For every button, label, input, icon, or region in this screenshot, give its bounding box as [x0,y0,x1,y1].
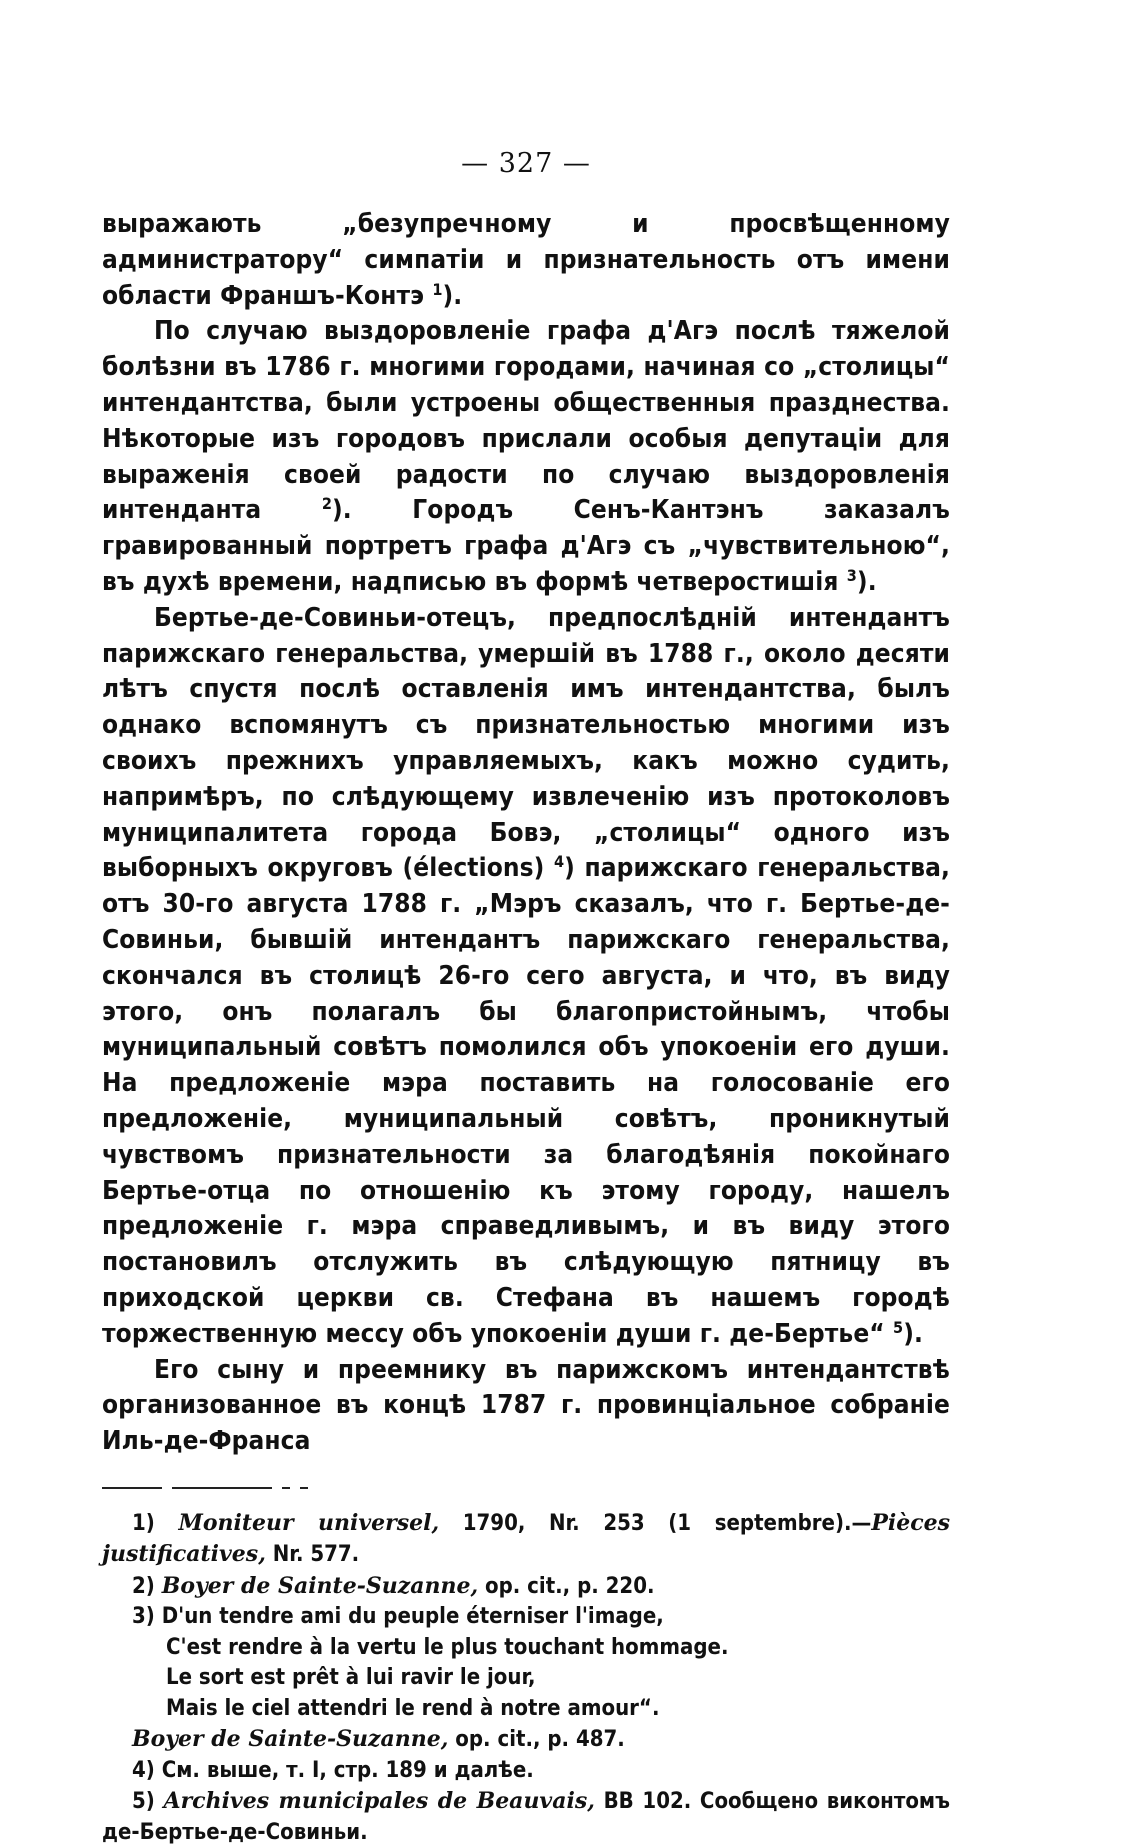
footnote-divider [102,1486,950,1490]
footnote-mark: 2) [132,1573,155,1599]
paragraph-1-text: выражають „безупречному и просвѣщенному администратору“ симпатіи и признательность отъ имени области Франшъ-Контэ [102,209,950,311]
footnote-source-title: Archives municipales de Beauvais, [163,1788,595,1815]
verse-block [166,1633,950,1725]
verse-line: D'un tendre ami du peuple éterniser l'image, [161,1604,664,1630]
footnote-text: Nr. 577. [265,1542,360,1568]
footnote-mark: 5) [132,1789,155,1815]
verse-line: C'est rendre à la vertu le plus touchant hommage. [166,1634,729,1660]
footnote-source-title: Moniteur universel, [178,1509,440,1536]
footnote-mark: 3) [132,1604,155,1630]
paragraph-4-text: Его сыну и преемнику въ парижскомъ интендантствѣ организованное въ концѣ 1787 г. провинціальное собраніе Иль-де-Франса [102,1354,950,1457]
divider-segment [172,1487,272,1489]
page-content [102,148,950,1848]
footnote-text: BB 102. Сообщено виконтомъ де-Бертье-де-Совиньи. [102,1789,950,1845]
footnote-mark: 4) [132,1757,155,1783]
footnote-4 [102,1756,950,1787]
verse-source [132,1724,950,1756]
footnote-ref-1: 1 [432,279,443,299]
verse-line: Mais le ciel attendri le rend à notre amour“. [166,1695,660,1721]
divider-segment [102,1487,162,1489]
paragraph-3-text: Бертье-де-Совиньи-отецъ, предпослѣдній интендантъ парижскаго генеральства, умершій въ 1788 г., около десяти лѣтъ спустя послѣ оставленія имъ интендантства, былъ однако вспомянутъ съ признательностью многими изъ своихъ прежнихъ управляемыхъ, какъ можно судить, напримѣръ, по слѣдующему извлеченію изъ протоколовъ муниципалитета города Бовэ, „столицы“ одного изъ выборныхъ округовъ (élections) [102,602,950,884]
paragraph-3-tail: ). [903,1318,923,1349]
paragraph-2 [102,314,950,600]
page-number: — 327 — [461,148,591,179]
footnote-text: 1790, Nr. 253 (1 septembre).— [439,1510,872,1536]
paragraph-2-mid: ). Городъ Сенъ-Кантэнъ заказалъ гравированный портретъ графа д'Агэ съ „чувствительною“, въ духѣ времени, надписью въ формѣ четверостишія [102,495,950,597]
footnote-ref-2: 2 [321,494,332,514]
divider-segment [282,1487,290,1489]
paragraph-4 [102,1353,950,1460]
paragraph-3-mid: ) парижскаго генеральства, отъ 30-го августа 1788 г. „Мэръ сказалъ, что г. Бертье-де-Совиньи, бывшій интендантъ парижскаго генеральства, скончался въ столицѣ 26-го сего августа, и что, въ виду этого, онъ полагалъ бы благопристойнымъ, чтобы муниципальный совѣтъ помолился объ упокоеніи его души. На предложеніе мэра поставить на голосованіе его предложеніе, муниципальный совѣтъ, проникнутый чувствомъ признательности за благодѣянія покойнаго Бертье-отца по отношенію къ этому городу, нашелъ предложеніе г. мэра справедливымъ, и въ виду этого постановилъ отслужить въ слѣдующую пятницу въ приходской церкви св. Стефана въ нашемъ городѣ торжественную мессу объ упокоеніи души г. де-Бертье“ [102,853,950,1349]
footnotes [102,1508,950,1848]
paragraph-2-text: По случаю выздоровленіе графа д'Агэ послѣ тяжелой болѣзни въ 1786 г. многими городами, начиная со „столицы“ интендантства, были устроены общественныя празднества. Нѣкоторые изъ городовъ прислали особыя депутаціи для выраженія своей радости по случаю выздоровленія интенданта [102,316,950,526]
footnote-5 [102,1786,950,1848]
footnote-text: op. cit., p. 487. [448,1727,625,1753]
footnote-ref-4: 4 [553,852,565,872]
footnote-ref-3: 3 [846,566,857,586]
verse-line: Le sort est prêt à lui ravir le jour, [166,1665,536,1691]
footnote-source-title: Pièces justificatives, [102,1509,951,1568]
footnote-source-title: Boyer de Sainte-Suzanne, [132,1726,449,1753]
footnote-mark: 1) [132,1510,155,1536]
paragraph-3 [102,601,950,1353]
footnote-text: op. cit., p. 220. [478,1573,655,1599]
footnote-3 [102,1602,950,1633]
footnote-text: См. выше, т. I, стр. 189 и далѣе. [154,1757,534,1783]
paragraph-1 [102,207,950,314]
footnote-1 [102,1508,950,1571]
paragraph-2-tail: ). [856,566,877,597]
paragraph-1-tail: ). [442,280,463,311]
footnote-2 [102,1571,950,1603]
divider-segment [300,1487,308,1489]
footnote-source-title: Boyer de Sainte-Suzanne, [161,1572,479,1599]
footnote-ref-5: 5 [893,1317,904,1337]
